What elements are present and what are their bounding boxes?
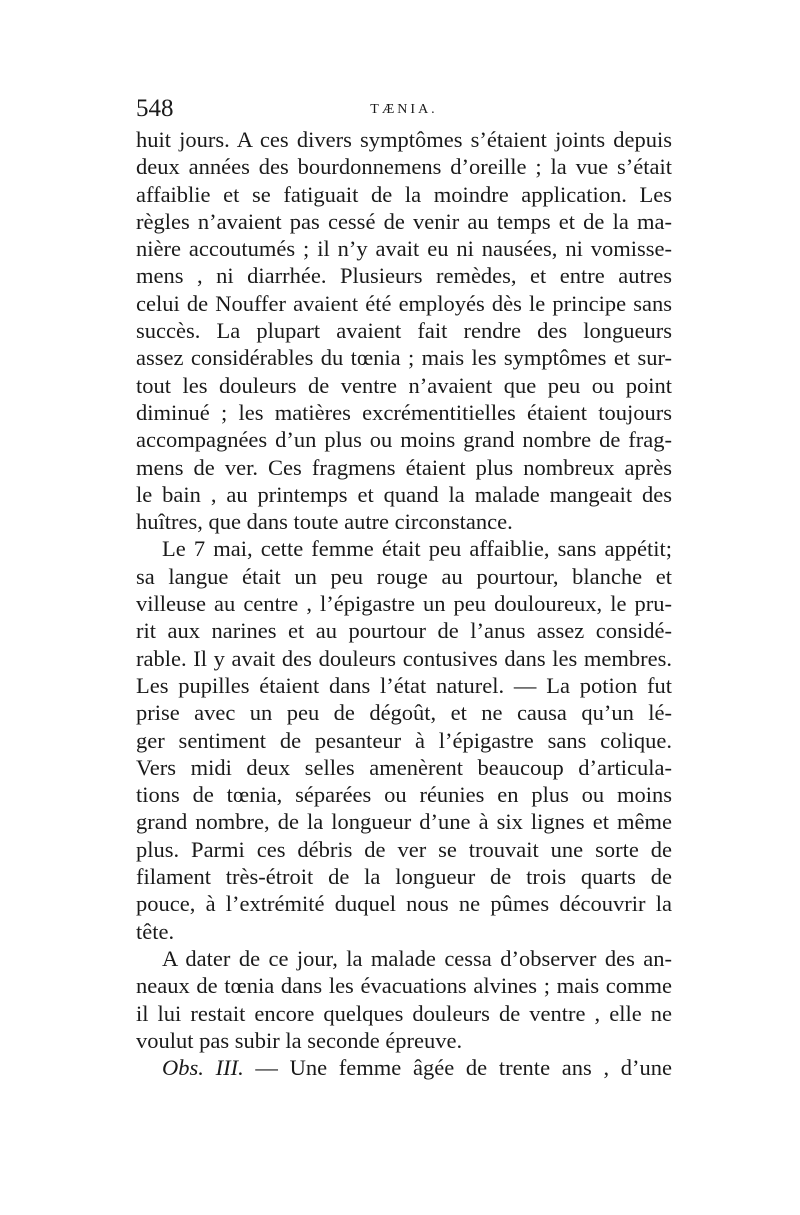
text-line: tête. bbox=[136, 918, 175, 944]
text-line: Vers midi deux selles amenèrent beaucoup d’articula- bbox=[136, 754, 672, 780]
text-line: deux années des bourdonnemens d’oreille ; la vue s’était bbox=[136, 154, 672, 180]
text-line: accompagnées d’un plus ou moins grand nombre de frag- bbox=[136, 427, 672, 453]
text-line: il lui restait encore quelques douleurs de ventre , elle ne bbox=[136, 1000, 672, 1026]
text-line: celui de Nouffer avaient été employés dès le principe sans bbox=[136, 290, 672, 316]
text-line: grand nombre, de la longueur d’une à six lignes et même bbox=[136, 809, 672, 835]
text-line: règles n’avaient pas cessé de venir au temps et de la ma- bbox=[136, 208, 672, 234]
text-lines bbox=[136, 126, 672, 1054]
obs-line bbox=[136, 1054, 672, 1081]
body-text bbox=[136, 126, 672, 1081]
running-title: TÆNIA. bbox=[370, 102, 438, 117]
text-line: Les pupilles étaient dans l’état naturel. — La potion fut bbox=[136, 672, 672, 698]
text-line: tout les douleurs de ventre n’avaient que peu ou point bbox=[136, 372, 672, 398]
text-line: huîtres, que dans toute autre circonstance. bbox=[136, 509, 513, 535]
text-line: assez considérables du tœnia ; mais les symptômes et sur- bbox=[136, 345, 672, 371]
text-line: diminué ; les matières excrémentitielles étaient toujours bbox=[136, 399, 672, 425]
text-line: voulut pas subir la seconde épreuve. bbox=[136, 1027, 463, 1053]
text-line: neaux de tœnia dans les évacuations alvines ; mais comme bbox=[136, 973, 672, 999]
page-number: 548 bbox=[136, 95, 174, 122]
text-line: mens , ni diarrhée. Plusieurs remèdes, et entre autres bbox=[136, 263, 672, 289]
text-line: ger sentiment de pesanteur à l’épigastre sans colique. bbox=[136, 727, 672, 753]
text-line: pouce, à l’extrémité duquel nous ne pûmes découvrir la bbox=[136, 891, 672, 917]
obs-label: Obs. III. bbox=[162, 1055, 244, 1081]
text-line: nière accoutumés ; il n’y avait eu ni nausées, ni vomisse- bbox=[136, 236, 672, 262]
text-line: tions de tœnia, séparées ou réunies en plus ou moins bbox=[136, 782, 672, 808]
running-head bbox=[136, 92, 672, 126]
text-line: mens de ver. Ces fragmens étaient plus nombreux après bbox=[136, 454, 672, 480]
text-line: le bain , au printemps et quand la malade mangeait des bbox=[136, 481, 672, 507]
text-line: huit jours. A ces divers symptômes s’étaient joints depuis bbox=[136, 127, 672, 152]
text-line: A dater de ce jour, la malade cessa d’observer des an- bbox=[162, 945, 672, 971]
text-line: sa langue était un peu rouge au pourtour, blanche et bbox=[136, 563, 672, 589]
text-line: rit aux narines et au pourtour de l’anus assez considé- bbox=[136, 618, 672, 644]
text-line: affaiblie et se fatiguait de la moindre application. Les bbox=[136, 181, 672, 207]
text-line: Le 7 mai, cette femme était peu affaiblie, sans appétit; bbox=[162, 536, 672, 562]
text-line: prise avec un peu de dégoût, et ne causa qu’un lé- bbox=[136, 700, 672, 726]
text-line: succès. La plupart avaient fait rendre des longueurs bbox=[136, 318, 672, 344]
text-line: rable. Il y avait des douleurs contusives dans les membres. bbox=[136, 645, 672, 671]
text-line: plus. Parmi ces débris de ver se trouvait une sorte de bbox=[136, 836, 672, 862]
text-line: filament très-étroit de la longueur de trois quarts de bbox=[136, 864, 672, 890]
obs-text: — Une femme âgée de trente ans , d’une bbox=[243, 1055, 673, 1081]
text-line: villeuse au centre , l’épigastre un peu douloureux, le pru- bbox=[136, 591, 672, 617]
